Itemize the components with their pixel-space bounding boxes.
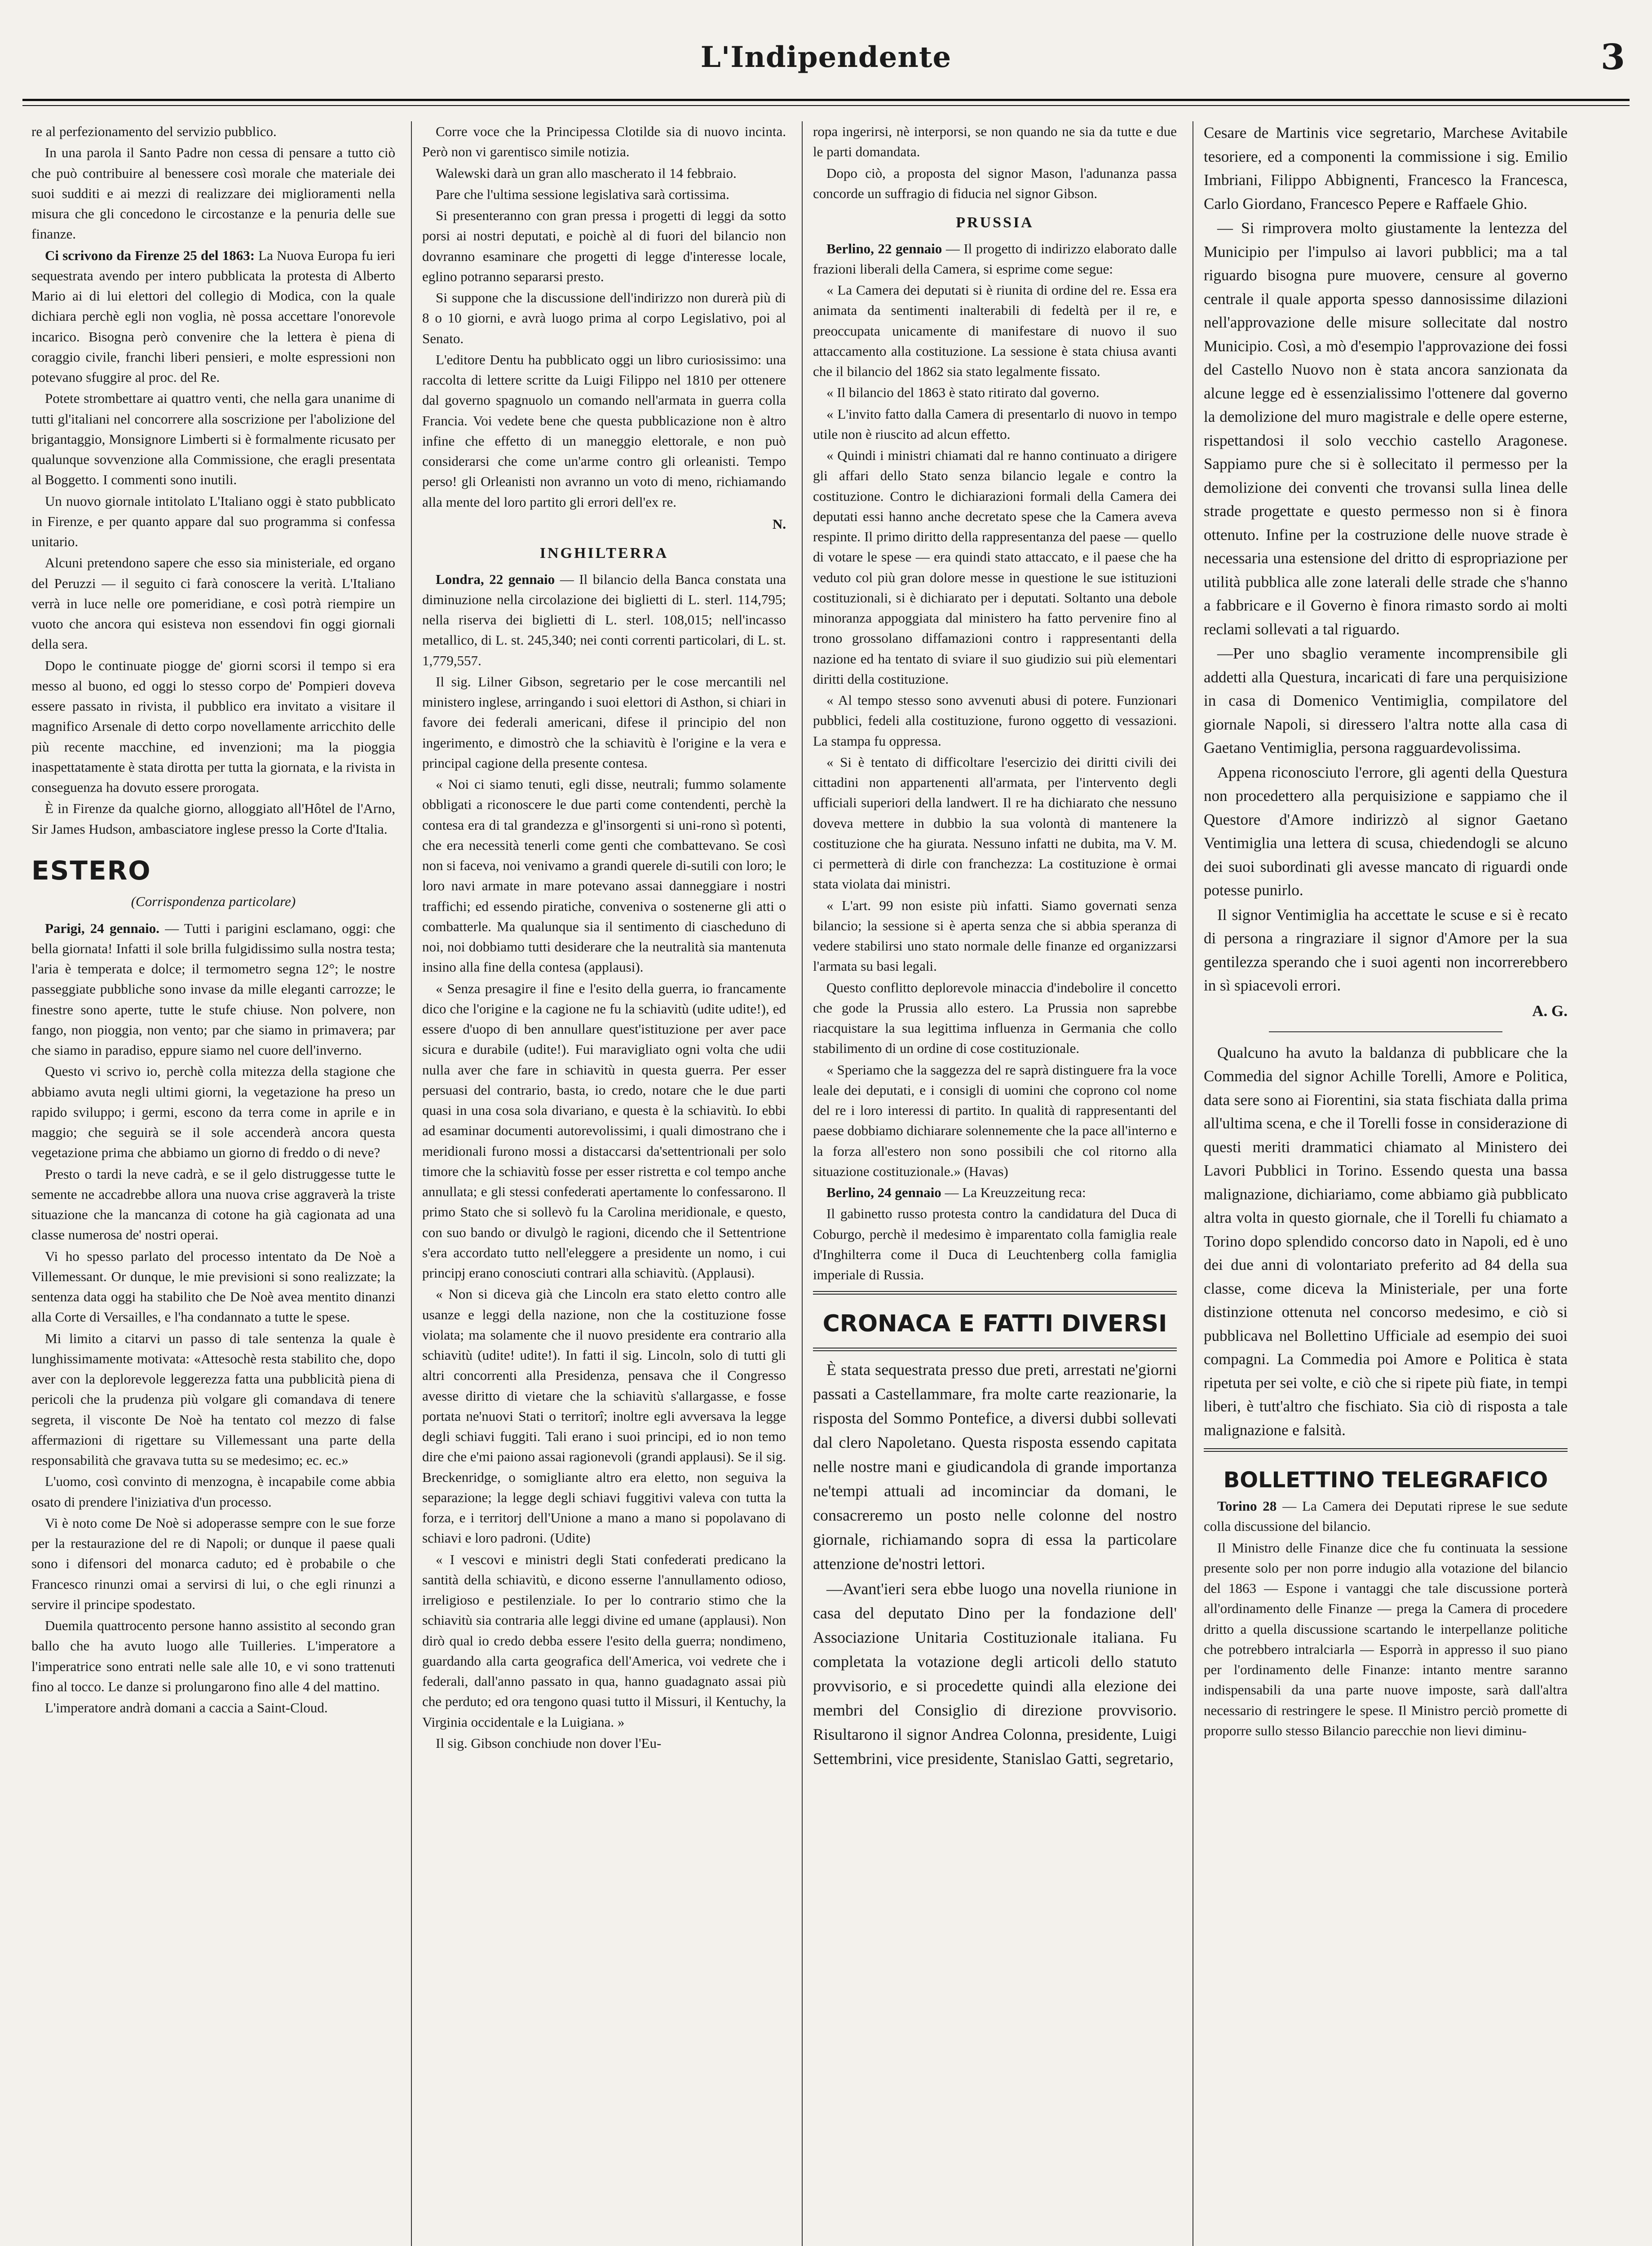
column-1 [31, 121, 395, 2246]
section-heading-prussia: PRUSSIA [956, 214, 1034, 231]
dateline: Torino 28 [1217, 1498, 1277, 1514]
dateline: Berlino, 24 gennaio [826, 1185, 941, 1201]
article-paragraph: L'uomo, così convinto di menzogna, è incapabile come abbia osato di prendere l'iniziativa d'un processo. [31, 1473, 395, 1510]
article-paragraph: Il gabinetto russo protesta contro la candidatura del Duca di Coburgo, perchè il medesimo è imparentato colla famiglia reale d'Inghilterra come il Duca di Leuchtenberg colla famiglia imperiale di Russia. [813, 1206, 1177, 1283]
article-paragraph: Il sig. Gibson conchiude non dover l'Eu- [436, 1735, 662, 1751]
column-divider [802, 121, 803, 2246]
article-paragraph: Cesare de Martinis vice segretario, Marchese Avitabile tesoriere, ed a componenti la commissione i sig. Emilio Imbriani, Filippo Abbignenti, Francesco la Francesca, Carlo Giordano, Francesco Pepere e Raffaele Ghio. [1204, 124, 1568, 212]
masthead-rule-thin [22, 105, 1630, 106]
article-paragraph: Si presenteranno con gran pressa i progetti di leggi da sotto porsi ai nostri deputati, e poichè al di fuori del bilancio non dovranno esaminare che progetti di legge d'interesse locale, eglino potranno separarsi presto. [422, 208, 786, 284]
article-paragraph: Pare che l'ultima sessione legislativa sarà cortissima. [436, 186, 729, 202]
article-paragraph: « Noi ci siamo tenuti, egli disse, neutrali; fummo solamente obbligati a riconoscere le due parti come contendenti, perchè la contesa era di tal grandezza e gl'insorgenti si uni-rono sì potenti, che era necessità tenerli come genti che combattevano. Se così non si faceva, noi venivamo a grandi querele di-sutili con loro; le loro navi armate in mare potevano assai danneggiare i nostri traffichi; ed essendo piratiche, conveniva o sostenerne gli atti o combatterle. Ma qualunque sia il sentimento di ciascheduno di noi, noi dobbiamo tutti desiderare che la neutralità sia mantenuta insino alla fine della contesa (applausi). [422, 776, 786, 975]
author-signature: N. [772, 516, 786, 532]
section-heading-estero: ESTERO [31, 855, 151, 886]
author-signature: A. G. [1532, 1002, 1568, 1020]
section-rule [813, 1348, 1177, 1351]
page-number: 3 [1600, 37, 1625, 78]
article-text: — La Kreuzzeitung reca: [945, 1185, 1086, 1201]
article-paragraph: Il sig. Lilner Gibson, segretario per le cose mercantili nel ministero inglese, arringando i suoi elettori di Asthon, si chiari in favore dei federali americani, difese il principio del non ingerimento, e dimostrò che la schiavitù è l'origine e la vera e principal cagione della presente contesa. [422, 673, 786, 771]
article-paragraph: « L'art. 99 non esiste più infatti. Siamo governati senza bilancio; la sessione si è aperta senza che si abbia speranza di vedere stabilirsi uno stato normale delle finanze ed organizzarsi l'armata su basi legali. [813, 897, 1177, 974]
column-3 [813, 121, 1177, 2246]
article-paragraph: L'imperatore andrà domani a caccia a Saint-Cloud. [45, 1700, 328, 1716]
article-paragraph: Qualcuno ha avuto la baldanza di pubblicare che la Commedia del signor Achille Torelli, Amore e Politica, data sere sono ai Fiorentini, sia stata fischiata dalla prima all'ultima scena, e che il Torelli fosse in considerazione di questi meriti drammatici chiamato al Ministero dei Lavori Pubblici in Torino. Essendo questa una bassa malignazione, dichiariamo, come abbiamo già pubblicato altra volta in questo giornale, che il Torelli fu chiamato a Torino dopo splendido concorso dato in Napoli, ed è uno dei due anni di volontariato preferito ad 84 della sua classe, come diceva la Ministeriale, per una forte distinzione ottenuta nel concorso medesimo, e ciò si pubblicava nel Bollettino Ufficiale ad esempio dei suoi compagni. La Commedia poi Amore e Politica è stata ripetuta per sei volte, e ciò che si ripete più fiate, in tempi liberi, è tutt'altro che fischiato. Sia ciò di risposta a tale malignazione e falsità. [1204, 1043, 1568, 1439]
article-paragraph: — Si rimprovera molto giustamente la lentezza del Municipio per l'impulso ai lavori pubblici; ma a tal riguardo bisogna pure muovere, censure al governo centrale il quale apporta spesso dannosissime dilazioni nell'approvazione delle misure sollecitate dal nostro Municipio. Così, a mò d'esempio l'approvazione dei fossi del Castello Nuovo non è stata ancora sanzionata da alcune legge ed è essenzialissimo l'ottenere dal governo la demolizione del muro magistrale e delle opere esterne, rispettandosi il solo vecchio castello Aragonese. Sappiamo pure che si è sollecitato il permesso per la demolizione dei conventi che trovansi sulla linea delle strade progettate e questo permesso non si è finora ottenuto. Infine per la costruzione delle nuove strade è necessaria una estensione del dritto di espropriazione per utilità pubblica alle zone laterali delle strade che s'hanno a fabbricare e il Governo è finora rimasto sordo ai molti reclami sollevati a tal riguardo. [1204, 219, 1568, 638]
article-text: La Nuova Europa fu ieri sequestrata avendo per intero pubblicata la protesta di Alberto Mario ai di lui elettori del collegio di Modica, con la quale dichiara perchè egli non voglia, nè possa accettare l'onorevole incarico. Bisogna però convenire che la lettera è piena di coraggio civile, franchi liberi pensieri, e molte espressioni non potevano sfuggire al proc. del Re. [31, 247, 395, 385]
section-heading-cronaca: CRONACA E FATTI DIVERSI [822, 1310, 1167, 1338]
article-paragraph: « La Camera dei deputati si è riunita di ordine del re. Essa era animata da sentimenti inalterabili di fedeltà per il re, e preoccupata unicamente di manifestare di nuovo il suo attaccamento alla costituzione. La sessione è stata chiusa avanti che il bilancio del 1862 sia stato legalmente fissato. [813, 282, 1177, 380]
article-divider [1269, 1031, 1502, 1032]
article-paragraph: Mi limito a citarvi un passo di tale sentenza la quale è lunghissimamente motivata: «Attesochè resta stabilito che, dopo aver con la deplorevole leggerezza fatta una pubblicità piena di pericoli che la prudenza più volgare gli comandava di tenere segreta, il visconte De Noè ha tentato col mezzo di false affermazioni di rigettare su Villemessant una parte della responsabilità che gravava tutta su se medesimo; ec. ec.» [31, 1330, 395, 1468]
article-paragraph: « Al tempo stesso sono avvenuti abusi di potere. Funzionari pubblici, fedeli alla costituzione, furono oggetto di vessazioni. La stampa fu oppressa. [813, 692, 1177, 749]
article-paragraph: re al perfezionamento del servizio pubblico. [31, 124, 277, 139]
newspaper-page [22, 18, 1630, 2246]
section-subheading: (Corrispondenza particolare) [131, 893, 296, 910]
article-paragraph: « L'invito fatto dalla Camera di presentarlo di nuovo in tempo utile non è riuscito ad alcun effetto. [813, 406, 1177, 442]
dateline: Ci scrivono da Firenze 25 del 1863: [45, 247, 255, 263]
column-4 [1204, 121, 1568, 2246]
article-paragraph: Il Ministro delle Finanze dice che fu continuata la sessione presente solo per non porre indugio alla votazione del bilancio del 1863 — Espone i vantaggi che tale discussione porterà all'ordinamento delle Finanze — prega la Camera di procedere dritto a quella discussione scartando le interpellanze politiche che potrebbero intralciarla — Esporrà in appresso il suo piano per l'ordinamento delle Finanze: intanto mentre saranno indispensabili da una parte nuove imposte, sarà dall'altra necessario di restringere le spese. Il Ministro perciò promette di proporre sullo stesso Bilancio parecchie non lievi diminu- [1204, 1539, 1568, 1738]
article-paragraph: —Avant'ieri sera ebbe luogo una novella riunione in casa del deputato Dino per la fondazione dell' Associazione Unitaria Costituzionale italiana. Fu completata la votazione degli articoli dello statuto provvisorio, e si procedette quindi alla elezione dei membri del Consiglio di direzione provvisorio. Risultarono il signor Andrea Colonna, presidente, Luigi Settembrini, vice presidente, Stanislao Gatti, segretario, [813, 1580, 1177, 1768]
article-paragraph: « Il bilancio del 1863 è stato ritirato dal governo. [826, 385, 1100, 401]
article-paragraph: Un nuovo giornale intitolato L'Italiano oggi è stato pubblicato in Firenze, e per quanto appare dal suo programma si confessa unitario. [31, 493, 395, 549]
article-paragraph: ropa ingerirsi, nè interporsi, se non quando ne sia da tutte e due le parti domandata. [813, 124, 1177, 160]
article-paragraph: Walewski darà un gran allo mascherato il 14 febbraio. [436, 165, 737, 181]
section-rule [813, 1291, 1177, 1295]
article-paragraph: « I vescovi e ministri degli Stati confederati predicano la santità della schiavitù, e dicono esserne l'annullamento odioso, irreligioso e pestilenziale. Io per lo contrario stimo che la schiavitù sia contraria alle leggi divine ed umane (applausi). Non dirò qual io credo debba essere l'esito della guerra; nondimeno, guardando alla carta geografica dell'America, voi vedrete che i federali, dall'anno passato in qua, hanno guadagnato assai più che perduto; ed ora tengono quasi tutto il Missuri, il Kentuchy, la Virginia occidentale e la Luigiana. » [422, 1551, 786, 1730]
article-paragraph: Appena riconosciuto l'errore, gli agenti della Questura non procedettero alla perquisizione e sappiamo che il Questore d'Amore indirizzò al signor Gaetano Ventimiglia una lettera di scusa, chiedendogli se alcuno dei suoi subordinati gli avesse mancato di riguardi onde potesse punirlo. [1204, 763, 1568, 899]
article-paragraph: Dopo ciò, a proposta del signor Mason, l'adunanza passa concorde un suffragio di fiducia nel signor Gibson. [813, 165, 1177, 201]
article-paragraph: Alcuni pretendono sapere che esso sia ministeriale, ed organo del Peruzzi — il seguito ci farà conoscere la verità. L'Italiano verrà in luce nelle ore pomeridiane, e così potrà riempire un vuoto che ancora qui esisteva non essendovi fin oggi giornali della sera. [31, 555, 395, 652]
article-paragraph [1204, 1496, 1568, 1537]
article-paragraph [813, 1182, 1177, 1203]
article-paragraph: « Speriamo che la saggezza del re saprà distinguere fra la voce leale dei deputati, e i consigli di uomini che coprono col nome del re i loro interessi di partito. In qualità di rappresentanti del paese dobbiamo dichiarare solennemente che la pace all'interno e la forza all'estero non sono possibili che col ritorno alla situazione costituzionale.» (Havas) [813, 1061, 1177, 1179]
article-paragraph: « Non si diceva già che Lincoln era stato eletto contro alle usanze e leggi della nazione, non che la costituzione fosse violata; ma solamente che il nuovo presidente era contrario alla schiavitù (udite! udite!). In fatti il sig. Lincoln, solo di tutti gli altri concorrenti alla Presidenza, pensava che il Congresso avesse diritto di vietare che la schiavitù s'allargasse, e fosse portata ne'nuovi Stati o territorî; inoltre egli avversava la legge degli schiavi fuggiti. Tali erano i suoi principi, ed io non temo dire che e'mi paiono assai ragionevoli (grandi applausi). Se il sig. Breckenridge, o somigliante altro era eletto, non seguiva la separazione; la legge degli schiavi fuggitivi valeva con tutta la forza, e i territorj dell'Unione a mano a mano si popolavano di schiavi e loro padroni. (Udite) [422, 1286, 786, 1546]
newspaper-title: L'Indipendente [700, 40, 952, 74]
article-paragraph [422, 569, 786, 671]
article-paragraph: Questo conflitto deplorevole minaccia d'indebolire il concetto che gode la Prussia allo estero. La Prussia non saprebbe riacquistare la sua legittima influenza in Germania che collo stabilimento di un ordine di cose costituzionale. [813, 979, 1177, 1057]
masthead [22, 27, 1630, 103]
article-paragraph: « Senza presagire il fine e l'esito della guerra, io francamente dico che l'origine e la cagione ne fu la schiavitù (udite udite!), ed essere d'uopo di ben annullare quest'istituzione per aver pace sicura e durabile (udite!). Fui maravigliato ogni volta che udii nulla aver che fare in schiavitù in questa guerra. Per esser persuasi del contrario, basta, io credo, notare che le due parti quasi in una cosa sola divariano, e questa è la schiavitù. Io ebbi ad esaminar documenti autorevolissimi, i quali dimostrano che i meridionali furono mossi a distaccarsi da'settentrionali per solo timore che la schiavitù fosse per esser ristretta e col tempo anche annullata; e gli stessi confederati apertamente lo confessarono. Il primo Stato che si sollevò fu la Carolina meridionale, e questo, con suo bando or divulgò le ragioni, dicendo che il Settentrione s'era accordato tutto nell'eleggere a presidente un nomo, i cui principj erano conosciuti contrari alla schiavitù. (Applausi). [422, 980, 786, 1281]
article-text: — La Camera dei Deputati riprese le sue sedute colla discussione del bilancio. [1204, 1498, 1568, 1534]
dateline: Londra, 22 gennaio [436, 571, 555, 587]
dateline: Berlino, 22 gennaio [826, 240, 942, 256]
article-paragraph [31, 918, 395, 1061]
article-paragraph: È stata sequestrata presso due preti, arrestati ne'giorni passati a Castellammare, fra molte carte reazionarie, la risposta del Sommo Pontefice, a diversi dubbi sollevati dal clero Napoletano. Questa risposta essendo capitata nelle nostre mani e giudicandola di grande importanza ne'tempi attuali ad incominciar da domani, le consacreremo un posto nelle colonne del nostro giornale, richiamando sopra di essa la particolare attenzione de'nostri lettori. [813, 1361, 1177, 1573]
article-paragraph: « Si è tentato di difficoltare l'esercizio dei diritti civili dei cittadini non appartenenti all'armata, per l'intervento degli ufficiali superiori della landwert. Il re ha dichiarato che nessuno doveva mettere in dubbio la sua volontà di mantenere la costituzione che ha giurata. Nessuno infatti ne dubita, ma V. M. ci permetterà di dirle con franchezza: La costituzione è ormai stata violata dai ministri. [813, 754, 1177, 892]
article-paragraph: Dopo le continuate piogge de' giorni scorsi il tempo si era messo al buono, ed oggi lo stesso corpo de' Pompieri doveva essere passato in rivista, il pubblico era invitato a visitare il magnifico Arsenale di detto corpo novellamente arricchito delle più recente macchine, ed invenzioni; ma la pioggia inaspettatamente è stata dirotta per tutta la giornata, e la rivista in conseguenza ha dovuto essere prorogata. [31, 657, 395, 795]
section-rule [1204, 1448, 1568, 1452]
article-paragraph: —Per uno sbaglio veramente incomprensibile gli addetti alla Questura, incaricati di fare una perquisizione in casa di Domenico Ventimiglia, compilatore del giornale Napoli, si diressero l'altra notte alla casa di Gaetano Ventimiglia, persona ragguardevolissima. [1204, 645, 1568, 756]
section-heading-inghilterra: INGHILTERRA [539, 545, 669, 562]
article-paragraph: Si suppone che la discussione dell'indirizzo non durerà più di 8 o 10 giorni, e avrà luogo prima al corpo Legislativo, poi al Senato. [422, 290, 786, 346]
article-paragraph: Potete strombettare ai quattro venti, che nella gara unanime di tutti gl'italiani nel concorrere alla soscrizione per l'abolizione del brigantaggio, Monsignore Limberti si è formalmente ricusato per qualunque sovvenzione alla Commissione, che eragli presentata al Boggetto. I commenti sono inutili. [31, 390, 395, 488]
column-divider [411, 121, 412, 2246]
article-text: — Tutti i parigini esclamano, oggi: che bella giornata! Infatti il sole brilla fulgidissimo sulla nostra testa; l'aria è temperata e dolce; il termometro segna 12°; le nostre passeggiate pubbliche sono invase da mille eleganti carrozze; le finestre sono aperte, tutte le stufe chiuse. Non polvere, non fango, non pioggia, non vento; par che siamo in primavera; par che siamo in paradiso, eppure siamo nel cuore dell'inverno. [31, 920, 395, 1058]
article-paragraph: Presto o tardi la neve cadrà, e se il gelo distruggesse tutte le semente ne accadrebbe allora una nuova crise aggraverà la triste situazione che la mancanza di cotone ha già cagionata ad una classe numerosa de' nostri operai. [31, 1166, 395, 1243]
article-paragraph: Questo vi scrivo io, perchè colla mitezza della stagione che abbiamo avuta negli ultimi giorni, la vegetazione ha preso un rapido sviluppo; i germi, escono da terra come in aprile e in maggio; che seguirà se il sole accenderà ancora questa vegetazione prima che abbiamo un giorno di freddo o di neve? [31, 1063, 395, 1161]
article-paragraph: Il signor Ventimiglia ha accettate le scuse e si è recato di persona a ringraziare il signor d'Amore per la sua gentilezza sperando che i suoi agenti non incorrerebbero in sì spiacevoli errori. [1204, 906, 1568, 994]
article-paragraph: « Quindi i ministri chiamati dal re hanno continuato a dirigere gli affari dello Stato senza bilancio legale e contro la costituzione. Contro le dichiarazioni formali della Camera dei deputati essi hanno anche decretato spese che la Camera aveva respinte. Il primo diritto della rappresentanza del paese — quello di votare le spese — era quindi stato attaccato, e il paese che ha veduto col più gran dolore messe in questione le sue istituzioni costituzionali, si è dichiarato per i deputati. Soltanto una debole minoranza appoggiata dal ministero ha fatto pervenire fino al trono grossolano diffamazioni contro i rappresentanti della nazione ed ha tentato di sviare il suo giudizio sui più elementari diritti della costituzione. [813, 447, 1177, 687]
article-text: — Il progetto di indirizzo elaborato dalle frazioni liberali della Camera, si esprime come segue: [813, 240, 1177, 277]
article-paragraph: Corre voce che la Principessa Clotilde sia di nuovo incinta. Però non vi garentisco simile notizia. [422, 124, 786, 160]
article-paragraph: Vi è noto come De Noè si adoperasse sempre con le sue forze per la restaurazione del re di Napoli; or dunque il paese quali sono i difensori del monarca caduto; ed è probabile o che Francesco rinunzi omai a servirsi di lui, o che egli rinunzi a servire il principe spodestato. [31, 1515, 395, 1612]
article-paragraph: È in Firenze da qualche giorno, alloggiato all'Hôtel de l'Arno, Sir James Hudson, ambasciatore inglese presso la Corte d'Italia. [31, 800, 395, 837]
article-text: — Il bilancio della Banca constata una diminuzione nella circolazione dei biglietti di L. sterl. 114,795; nella riserva dei biglietti di L. sterl. 108,015; nell'incasso metallico, di L. st. 245,340; nei conti correnti particolari, di L. st. 1,779,557. [422, 571, 786, 668]
article-paragraph [31, 245, 395, 388]
masthead-rule-thick [22, 99, 1630, 101]
section-heading-bollettino: BOLLETTINO TELEGRAFICO [1223, 1468, 1548, 1493]
article-paragraph: L'editore Dentu ha pubblicato oggi un libro curiosissimo: una raccolta di lettere scritte da Luigi Filippo nel 1810 per ottenere dal governo spagnuolo un comando nell'armata in guerra colla Francia. Voi vedete bene che questa pubblicazione non è altro infine che effetto di un maneggio elettorale, e non può considerarsi che come un'arme contro gli orleanisti. Tempo perso! gli Orleanisti non avranno un voto di meno, richiamando alla mente del loro partito gli errori dell'ex re. [422, 351, 786, 510]
column-2 [422, 121, 786, 2246]
article-paragraph [813, 239, 1177, 279]
article-paragraph: Duemila quattrocento persone hanno assistito al secondo gran ballo che ha avuto luogo alle Tuilleries. L'imperatore a l'imperatrice sono entrati nelle sale alle 10, e vi sono trattenuti fino al tocco. Le danze si prolungarono fino alle 4 del mattino. [31, 1618, 395, 1694]
dateline: Parigi, 24 gennaio. [45, 920, 160, 936]
article-paragraph: In una parola il Santo Padre non cessa di pensare a tutto ciò che può contribuire al benessere così morale che materiale dei suoi sudditi e ai mezzi di realizzare dei miglioramenti nella misura che gli concedono le circostanze e la penuria delle sue finanze. [31, 145, 395, 242]
article-paragraph: Vi ho spesso parlato del processo intentato da De Noè a Villemessant. Or dunque, le mie previsioni si sono realizzate; la sentenza data oggi ha stabilito che De Noè avea mentito dinanzi alla Corte di Versailles, e l'ha condannato a tutte le spese. [31, 1248, 395, 1325]
